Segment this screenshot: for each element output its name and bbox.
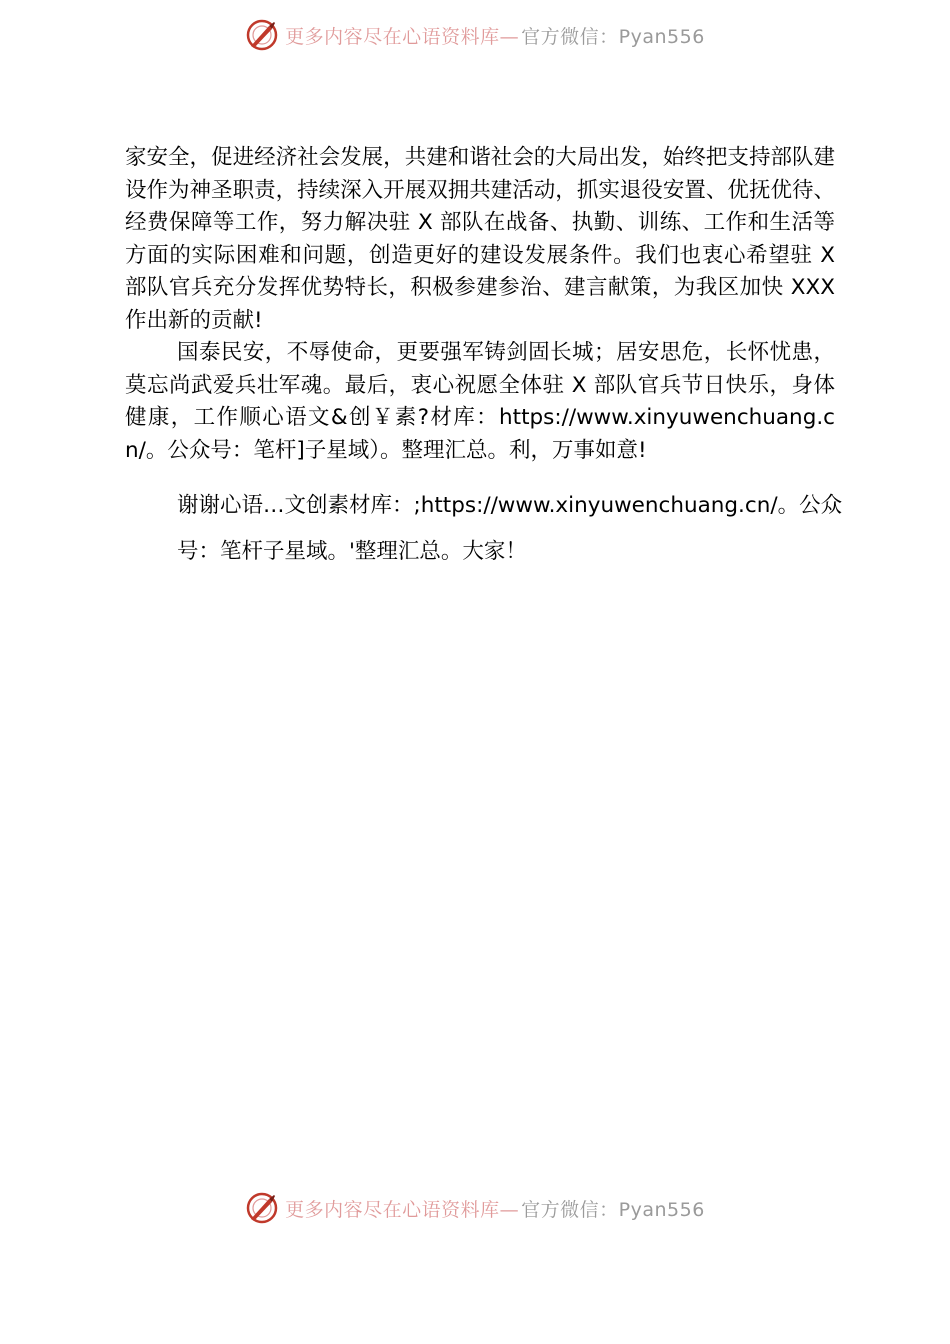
- pen-circle-logo-icon: [245, 1191, 279, 1225]
- header-watermark: [0, 15, 950, 55]
- watermark-main-text: 更多内容尽在心语资料库: [285, 25, 500, 48]
- watermark-wechat-text: 官方微信：Pyan556: [521, 25, 705, 48]
- pen-circle-logo-icon: [245, 18, 279, 52]
- paragraph-2: 国泰民安，不辱使命，更要强军铸剑固长城；居安思危，长怀忧患，莫忘尚武爱兵壮军魂。最后，衷心祝愿全体驻 X 部队官兵节日快乐，身体健康，工作顺心语文&创￥素?材库：https://www.xinyuwenchuang.cn/。公众号：笔杆]子星域）。整理汇总。利，万事如意!: [125, 340, 835, 463]
- watermark-dash: —: [499, 25, 520, 48]
- watermark-wechat-text: 官方微信：Pyan556: [521, 1198, 705, 1221]
- watermark-dash: —: [499, 1198, 520, 1221]
- paragraph-1: 家安全，促进经济社会发展，共建和谐社会的大局出发，始终把支持部队建设作为神圣职责，持续深入开展双拥共建活动，抓实退役安置、优抚优待、经费保障等工作，努力解决驻 X 部队在战备、执勤、训练、工作和生活等方面的实际困难和问题，创造更好的建设发展条件。我们也衷心希望驻 X 部队官兵充分发挥优势特长，积极参建参治、建言献策，为我区加快 XXX 作出新的贡献!: [125, 145, 835, 333]
- thanks-paragraph: 谢谢心语…文创素材库：;https://www.xinyuwenchuang.cn/。公众号：笔杆子星域。'整理汇总。大家！: [177, 493, 843, 564]
- footer-watermark: [0, 1188, 950, 1228]
- document-body: [125, 142, 843, 574]
- watermark-main-text: 更多内容尽在心语资料库: [285, 1198, 500, 1221]
